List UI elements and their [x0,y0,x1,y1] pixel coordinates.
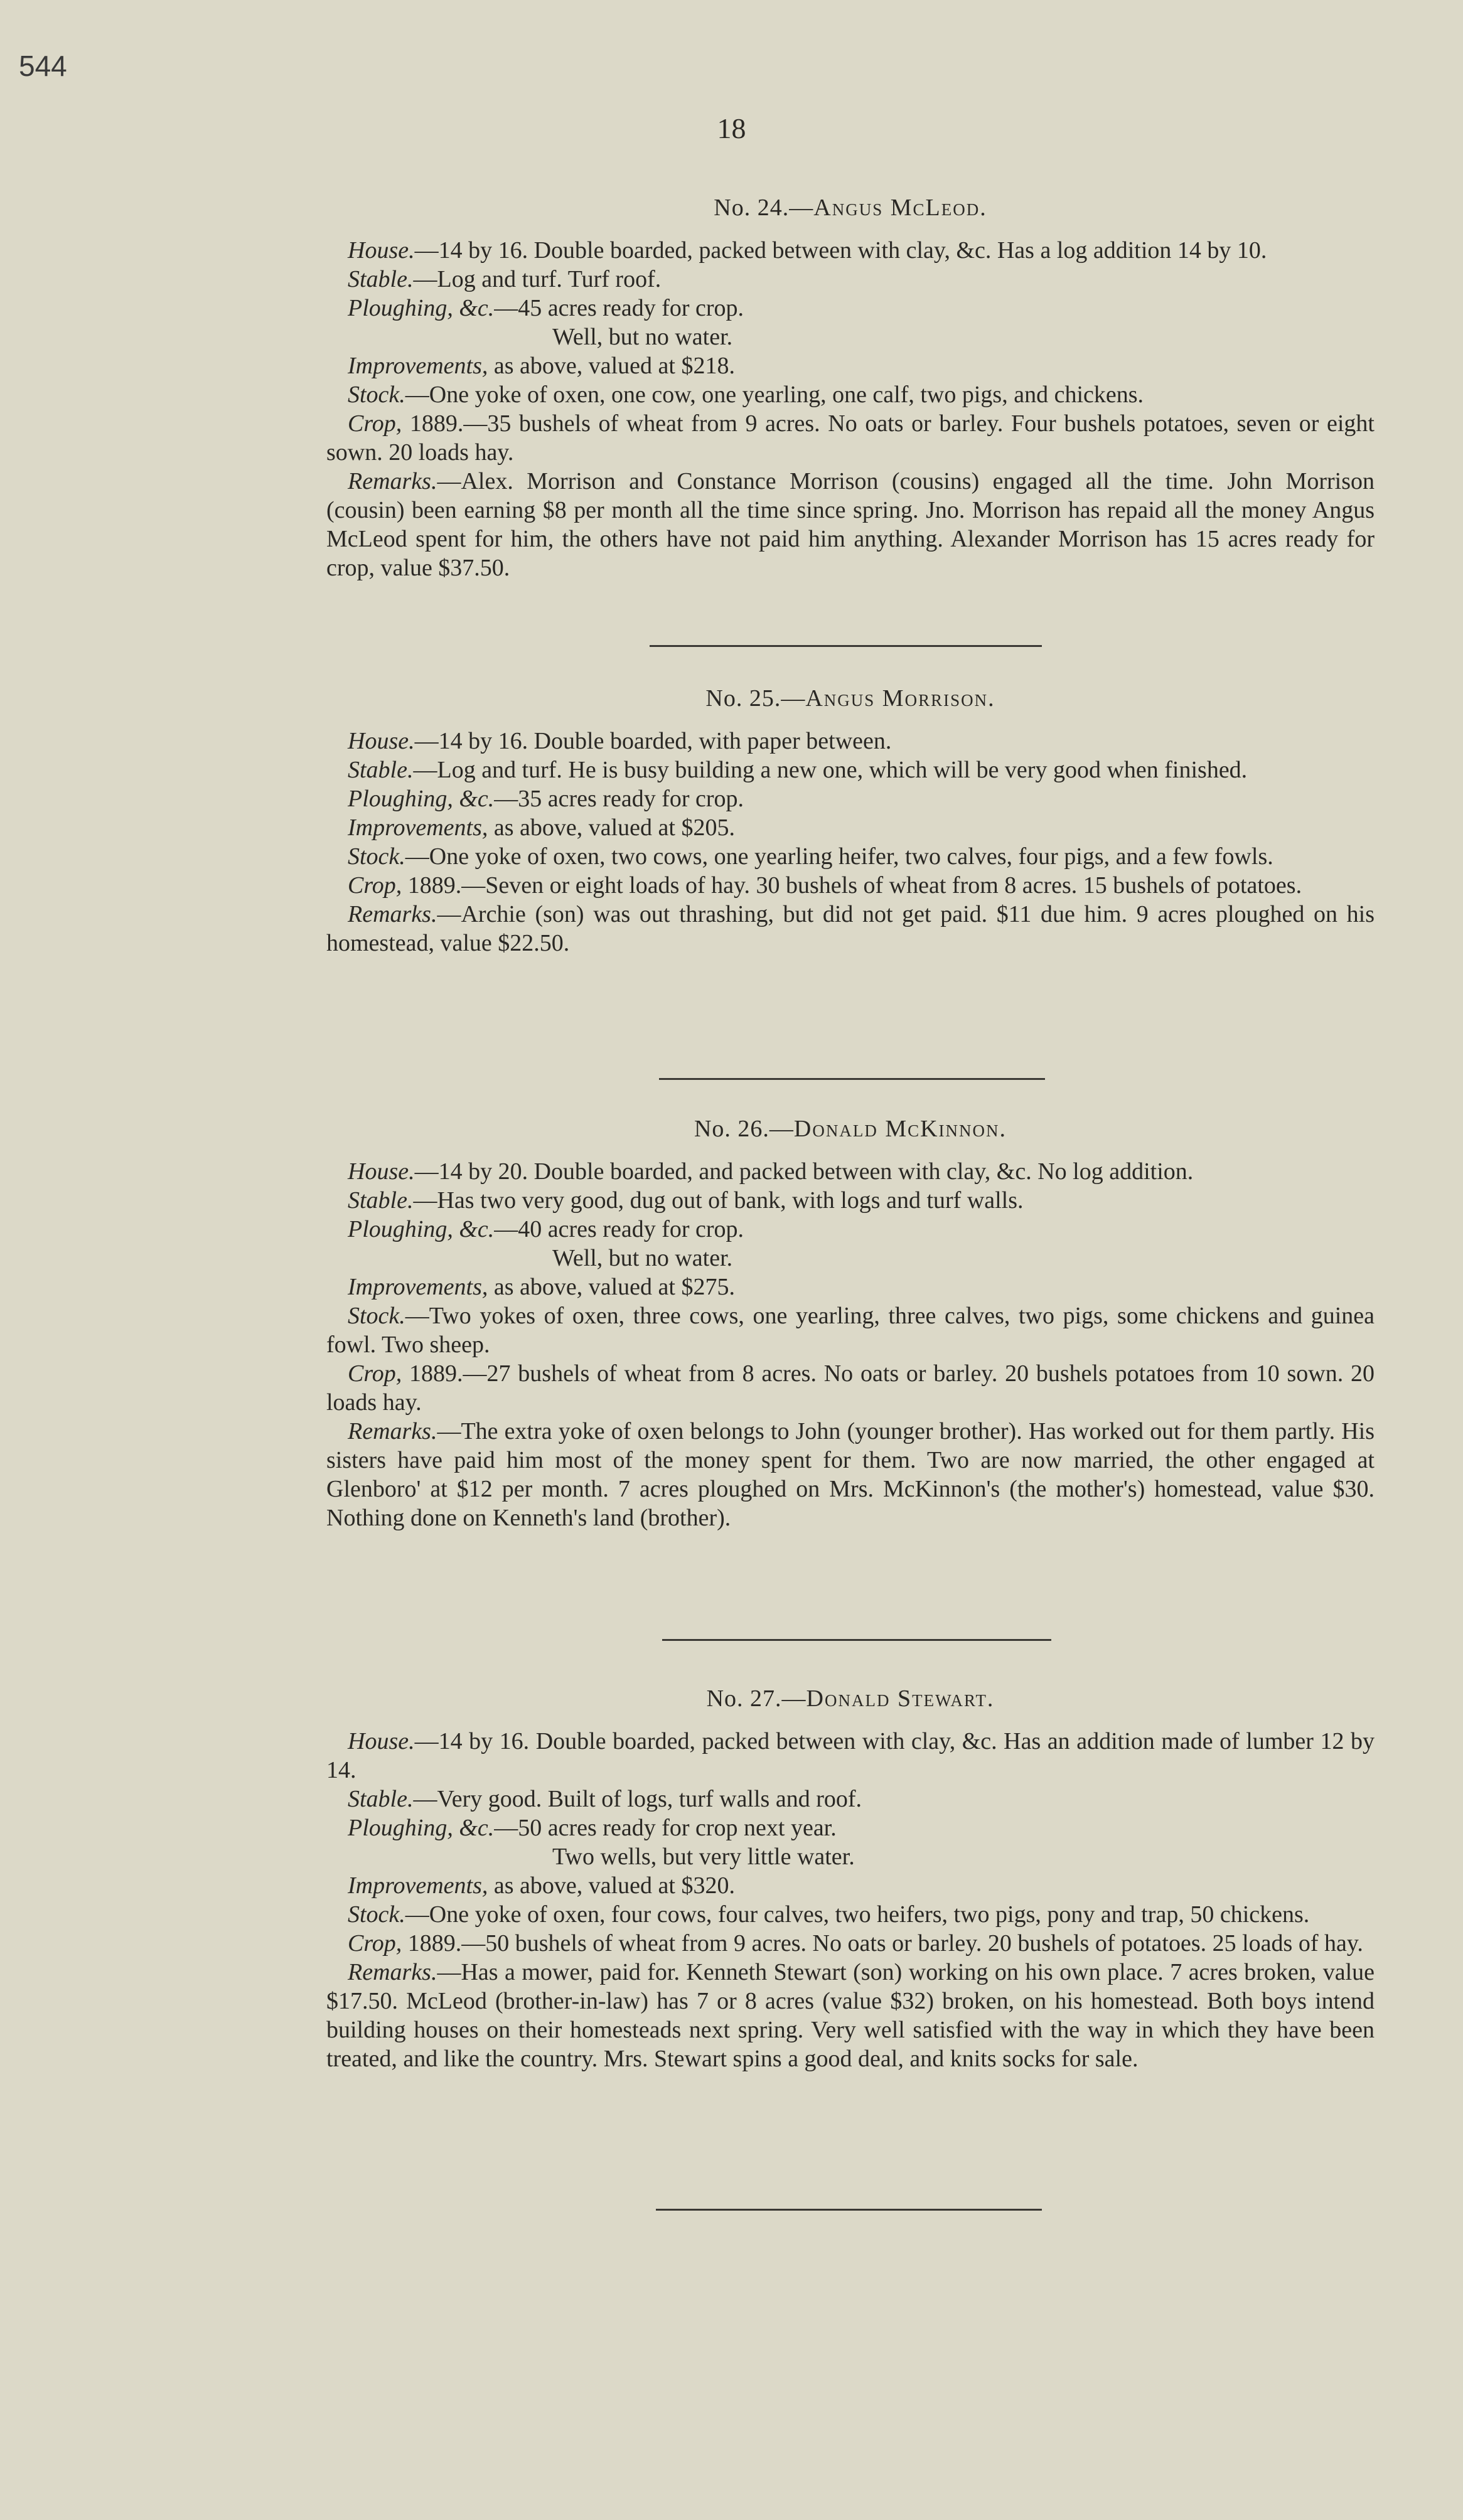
entry-heading [326,684,1375,713]
stable-line: Stable.—Log and turf. Turf roof. [348,266,662,292]
settler-name: Donald Stewart. [806,1685,995,1712]
stable-line: Stable.—Very good. Built of logs, turf walls and roof. [348,1786,862,1812]
house-line: House.—14 by 16. Double boarded, with paper between. [348,728,892,754]
section-divider [662,1639,1051,1641]
well-line: Well, but no water. [552,1245,733,1271]
remarks-line: Remarks.—Alex. Morrison and Constance Morrison (cousins) engaged all the time. John Morrison (cousin) been earning $8 per month all the time since spring. Jno. Morrison has repaid all the money Angus McLeod spent for him, the others have not paid him anything. Alexander Morrison has 15 acres ready for crop, value $37.50. [326,468,1375,581]
crop-line: Crop, 1889.—35 bushels of wheat from 9 acres. No oats or barley. Four bushels potatoes, seven or eight sown. 20 loads hay. [326,410,1375,466]
stable-line: Stable.—Has two very good, dug out of bank, with logs and turf walls. [348,1187,1024,1214]
improvements-line: Improvements, as above, valued at $275. [348,1274,735,1300]
settler-name: Angus Morrison. [805,685,995,712]
crop-line: Crop, 1889.—27 bushels of wheat from 8 acres. No oats or barley. 20 bushels potatoes from 10 sown. 20 loads hay. [326,1360,1375,1416]
section-divider [650,645,1042,647]
page-number: 18 [717,112,746,144]
ploughing-line: Ploughing, &c.—50 acres ready for crop next year. [348,1815,837,1841]
entry-heading [326,1684,1375,1713]
entry-24 [326,193,1375,582]
entry-heading [326,193,1375,222]
ploughing-line: Ploughing, &c.—35 acres ready for crop. [348,786,744,812]
section-divider [659,1078,1045,1080]
entry-number: No. 24.— [714,195,814,221]
crop-line: Crop, 1889.—Seven or eight loads of hay. 30 bushels of wheat from 8 acres. 15 bushels of potatoes. [348,872,1302,899]
entry-26 [326,1114,1375,1532]
house-line: House.—14 by 20. Double boarded, and packed between with clay, &c. No log addition. [348,1158,1194,1185]
entry-number: No. 25.— [705,685,806,712]
ploughing-line: Ploughing, &c.—40 acres ready for crop. [348,1216,744,1242]
entry-number: No. 27.— [706,1685,807,1712]
entry-heading [326,1114,1375,1143]
entry-25 [326,684,1375,958]
stock-line: Stock.—One yoke of oxen, two cows, one yearling heifer, two calves, four pigs, and a few fowls. [348,843,1273,870]
stable-line: Stable.—Log and turf. He is busy building a new one, which will be very good when finished. [348,757,1248,783]
crop-line: Crop, 1889.—50 bushels of wheat from 9 acres. No oats or barley. 20 bushels of potatoes. 25 loads of hay. [348,1930,1363,1957]
stock-line: Stock.—Two yokes of oxen, three cows, one yearling, three calves, two pigs, some chickens and guinea fowl. Two sheep. [326,1303,1375,1358]
house-line: House.—14 by 16. Double boarded, packed between with clay, &c. Has an addition made of lumber 12 by 14. [326,1728,1375,1783]
well-line: Well, but no water. [552,324,733,350]
ploughing-line: Ploughing, &c.—45 acres ready for crop. [348,295,744,321]
section-divider [656,2209,1042,2211]
improvements-line: Improvements, as above, valued at $205. [348,814,735,841]
entry-number: No. 26.— [694,1116,794,1142]
improvements-line: Improvements, as above, valued at $218. [348,353,735,379]
settler-name: Donald McKinnon. [793,1116,1007,1142]
remarks-line: Remarks.—Archie (son) was out thrashing, but did not get paid. $11 due him. 9 acres ploughed on his homestead, value $22.50. [326,901,1375,956]
entry-27 [326,1684,1375,2073]
improvements-line: Improvements, as above, valued at $320. [348,1872,735,1899]
remarks-line: Remarks.—Has a mower, paid for. Kenneth Stewart (son) working on his own place. 7 acres broken, value $17.50. McLeod (brother-in-law) has 7 or 8 acres (value $32) broken, on his homestead. Both boys intend building houses on their homesteads next spring. Very well satisfied with the way in which they have been treated, and like the country. Mrs. Stewart spins a good deal, and knits socks for sale. [326,1959,1375,2072]
stock-line: Stock.—One yoke of oxen, one cow, one yearling, one calf, two pigs, and chickens. [348,382,1144,408]
stock-line: Stock.—One yoke of oxen, four cows, four calves, two heifers, two pigs, pony and trap, 50 chickens. [348,1901,1310,1928]
house-line: House.—14 by 16. Double boarded, packed between with clay, &c. Has a log addition 14 by 10. [348,237,1267,264]
folio-number: 544 [19,50,67,82]
well-line: Two wells, but very little water. [552,1844,855,1870]
remarks-line: Remarks.—The extra yoke of oxen belongs to John (younger brother). Has worked out for them partly. His sisters have paid him most of the money spent for them. Two are now married, the other engaged at Glenboro' at $12 per month. 7 acres ploughed on Mrs. McKinnon's (the mother's) homestead, value $30. Nothing done on Kenneth's land (brother). [326,1418,1375,1531]
settler-name: Angus McLeod. [813,195,987,221]
